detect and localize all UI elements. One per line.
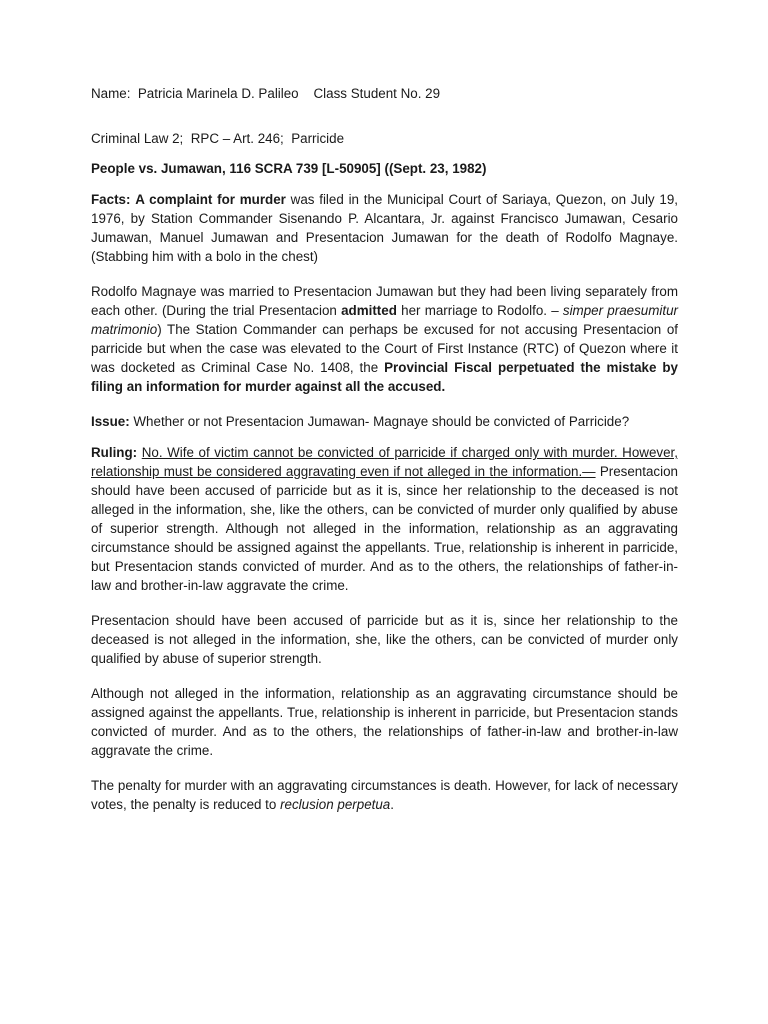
penalty-text: The penalty for murder with an aggravating circumstances is death. However, for lack of necessary votes, the penalty is reduced to (91, 778, 678, 812)
paragraph-aggravating-circumstance: Although not alleged in the information, relationship as an aggravating circumstance should be assigned against the appellants. True, relationship is inherent in parricide, but Presentacion stands convicted of murder. And as to the others, the relationships of father-in-law and brother-in-law aggravate the crime. (91, 686, 678, 758)
ruling-paragraph (91, 443, 678, 595)
background-text-3: ) The Station Commander can perhaps be excused for not accusing Presentacion of parricide but when the case was elevated to the Court of First Instance (RTC) of Quezon where it was docketed as Criminal Case No. 1408, the (91, 322, 678, 375)
penalty-paragraph (91, 776, 678, 814)
penalty-italic: reclusion perpetua (280, 797, 391, 812)
ruling-underlined-holding: No. Wife of victim cannot be convicted of parricide if charged only with murder. However, relationship must be considered aggravating even if not alleged in the information.— (91, 445, 678, 479)
paragraph-accused-of-parricide: Presentacion should have been accused of parricide but as it is, since her relationship to the deceased is not alleged in the information, she, like the others, can be convicted of murder only qualified by abuse of superior strength. (91, 613, 678, 666)
student-name-line: Name: Patricia Marinela D. Palileo Class Student No. 29 (91, 86, 441, 101)
background-bold-fiscal: Provincial Fiscal perpetuated the mistake by filing an information for murder against all the accused. (91, 360, 678, 394)
issue-label: Issue: (91, 414, 130, 429)
document-page (91, 84, 678, 830)
background-bold-admitted: admitted (341, 303, 397, 318)
facts-bold-phrase: A complaint for murder (135, 192, 286, 207)
background-latin-phrase: simper praesumitur matrimonio (91, 303, 678, 337)
background-paragraph (91, 282, 678, 396)
facts-text: was filed in the Municipal Court of Sariaya, Quezon, on July 19, 1976, by Station Commander Sisenando P. Alcantara, Jr. against Francisco Jumawan, Cesario Jumawan, Manuel Jumawan and Presentacion Jumawan for the death of Rodolfo Magnaye. (Stabbing him with a bolo in the chest) (91, 192, 678, 264)
case-title: People vs. Jumawan, 116 SCRA 739 [L-50905] ((Sept. 23, 1982) (91, 161, 487, 176)
issue-paragraph (91, 412, 678, 431)
background-text-1: Rodolfo Magnaye was married to Presentacion Jumawan but they had been living separately from each other. (During the trial Presentacion (91, 284, 678, 318)
issue-text: Whether or not Presentacion Jumawan- Magnaye should be convicted of Parricide? (129, 414, 630, 429)
background-text-2: her marriage to Rodolfo. – (396, 303, 563, 318)
facts-label: Facts: (91, 192, 131, 207)
ruling-text: Presentacion should have been accused of parricide but as it is, since her relationship to the deceased is not alleged in the information, she, like the others, can be convicted of murder only qualified by abuse of superior strength. Although not alleged in the information, relationship as an aggravating circumstance should be assigned against the appellants. True, relationship is inherent in parricide, but Presentacion stands convicted of murder. And as to the others, the relationships of father-in-law and brother-in-law aggravate the crime. (91, 464, 678, 593)
penalty-end: . (390, 797, 394, 812)
facts-paragraph (91, 190, 678, 266)
subject-line: Criminal Law 2; RPC – Art. 246; Parricide (91, 131, 345, 146)
ruling-label: Ruling: (91, 445, 138, 460)
